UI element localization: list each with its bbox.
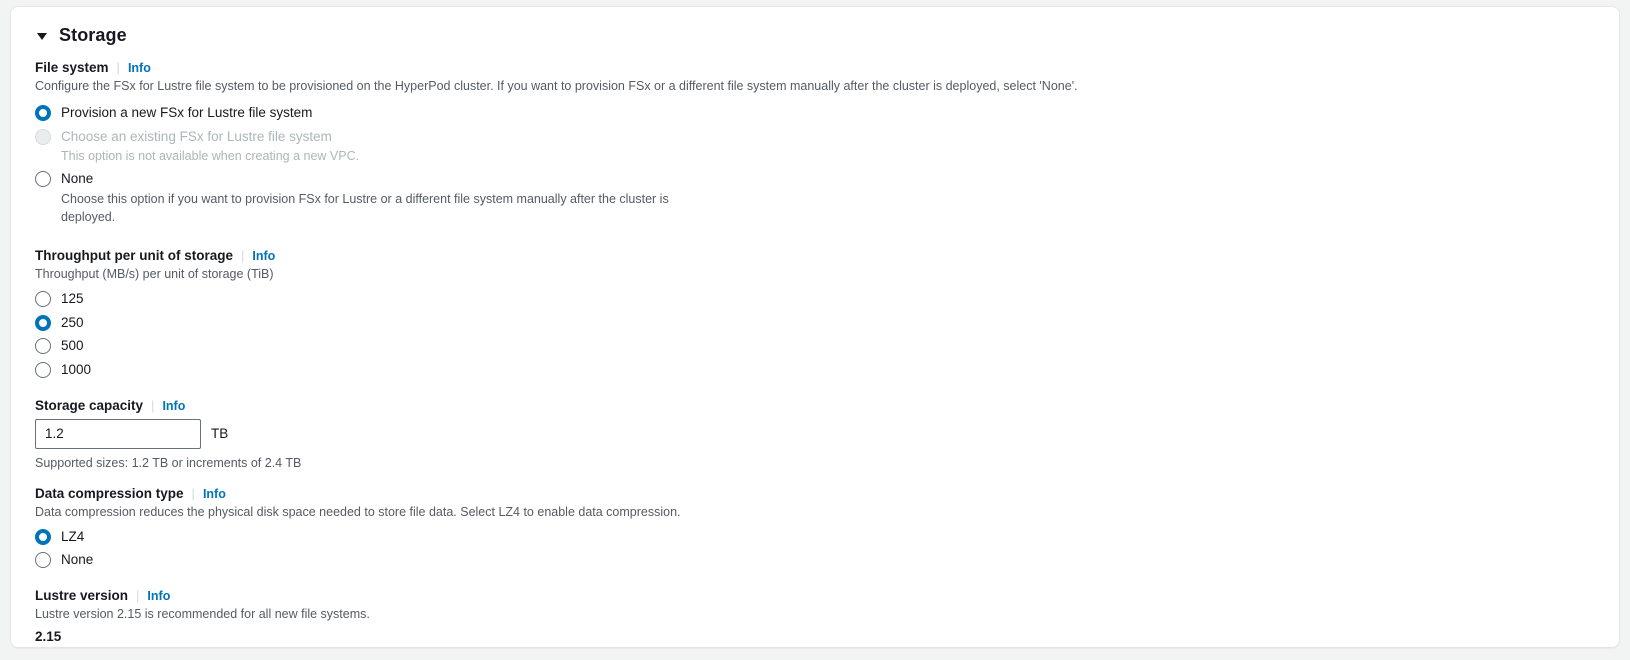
storage-capacity-hint: Supported sizes: 1.2 TB or increments of 2.4 TB — [35, 455, 302, 470]
label-divider: | — [191, 485, 195, 501]
throughput-radio-group — [35, 287, 1595, 381]
lustre-version-label: Lustre version — [35, 587, 129, 603]
storage-capacity-label-row — [35, 398, 1595, 413]
radio-option-none[interactable] — [35, 167, 1595, 228]
radio-label: LZ4 — [61, 528, 85, 544]
throughput-label-row — [35, 248, 1595, 263]
radio-indicator — [35, 129, 51, 145]
storage-capacity-label: Storage capacity — [35, 397, 144, 413]
storage-capacity-input-row — [35, 419, 1595, 449]
lustre-version-description: Lustre version 2.15 is recommended for all new file systems. — [35, 606, 370, 621]
data-compression-radio-group — [35, 525, 1595, 572]
page-title: Storage — [59, 25, 127, 45]
label-divider: | — [151, 397, 155, 413]
throughput-info-link[interactable]: Info — [252, 249, 276, 264]
label-divider: | — [240, 248, 245, 264]
file-system-info-link[interactable]: Info — [127, 61, 151, 75]
radio-indicator[interactable] — [35, 105, 51, 121]
radio-indicator[interactable] — [35, 171, 51, 187]
file-system-radio-group — [35, 101, 1595, 228]
throughput-label: Throughput per unit of storage — [35, 248, 233, 264]
radio-sublabel: This option is not available when creating a new VPC. — [61, 149, 360, 164]
data-compression-info-link[interactable]: Info — [202, 486, 226, 501]
storage-capacity-input[interactable] — [35, 419, 201, 449]
lustre-version-field — [35, 588, 1595, 644]
storage-section-panel — [10, 6, 1620, 648]
throughput-description: Throughput (MB/s) per unit of storage (TiB) — [35, 267, 274, 282]
data-compression-label-row — [35, 486, 1595, 501]
radio-indicator[interactable] — [35, 362, 51, 378]
radio-option-throughput-125[interactable] — [35, 287, 1595, 311]
radio-label: Choose an existing FSx for Lustre file system — [61, 128, 332, 144]
radio-option-throughput-1000[interactable] — [35, 358, 1595, 382]
storage-capacity-field — [35, 398, 1595, 470]
caret-down-icon[interactable] — [35, 29, 49, 43]
lustre-version-value: 2.15 — [35, 628, 62, 644]
radio-label: 250 — [61, 314, 84, 330]
radio-option-provision-new[interactable] — [35, 101, 1595, 125]
data-compression-description: Data compression reduces the physical disk space needed to store file data. Select LZ4 to enable data compression. — [35, 504, 681, 519]
radio-indicator[interactable] — [35, 315, 51, 331]
radio-label: Provision a new FSx for Lustre file system — [61, 105, 313, 121]
label-divider: | — [136, 587, 140, 603]
radio-label: None — [61, 171, 94, 187]
file-system-label: File system — [35, 60, 109, 75]
file-system-description: Configure the FSx for Lustre file system to be provisioned on the HyperPod cluster. If you want to provision FSx or a different file system manually after the cluster is deployed, select 'None'. — [35, 79, 1078, 93]
file-system-field — [35, 60, 1595, 228]
radio-option-compression-none[interactable] — [35, 548, 1595, 572]
storage-section-header[interactable] — [35, 25, 1595, 46]
radio-indicator[interactable] — [35, 291, 51, 307]
radio-label: 500 — [61, 338, 84, 354]
storage-capacity-unit: TB — [211, 426, 229, 442]
radio-sublabel: Choose this option if you want to provision FSx for Lustre or a different file system manually after the cluster is deployed. — [61, 191, 669, 225]
radio-label: 125 — [61, 291, 84, 307]
data-compression-label: Data compression type — [35, 485, 184, 501]
data-compression-field — [35, 486, 1595, 572]
label-divider: | — [116, 60, 120, 75]
lustre-version-info-link[interactable]: Info — [147, 588, 171, 603]
radio-label: 1000 — [61, 362, 92, 377]
radio-indicator[interactable] — [35, 552, 51, 568]
radio-option-throughput-250[interactable] — [35, 311, 1595, 335]
storage-capacity-info-link[interactable]: Info — [162, 398, 186, 413]
radio-option-throughput-500[interactable] — [35, 334, 1595, 358]
radio-indicator[interactable] — [35, 529, 51, 545]
radio-label: None — [61, 552, 94, 568]
file-system-label-row — [35, 60, 1595, 75]
lustre-version-label-row — [35, 588, 1595, 603]
radio-option-lz4[interactable] — [35, 525, 1595, 549]
radio-option-choose-existing — [35, 125, 1595, 168]
radio-indicator[interactable] — [35, 338, 51, 354]
throughput-field — [35, 248, 1595, 381]
